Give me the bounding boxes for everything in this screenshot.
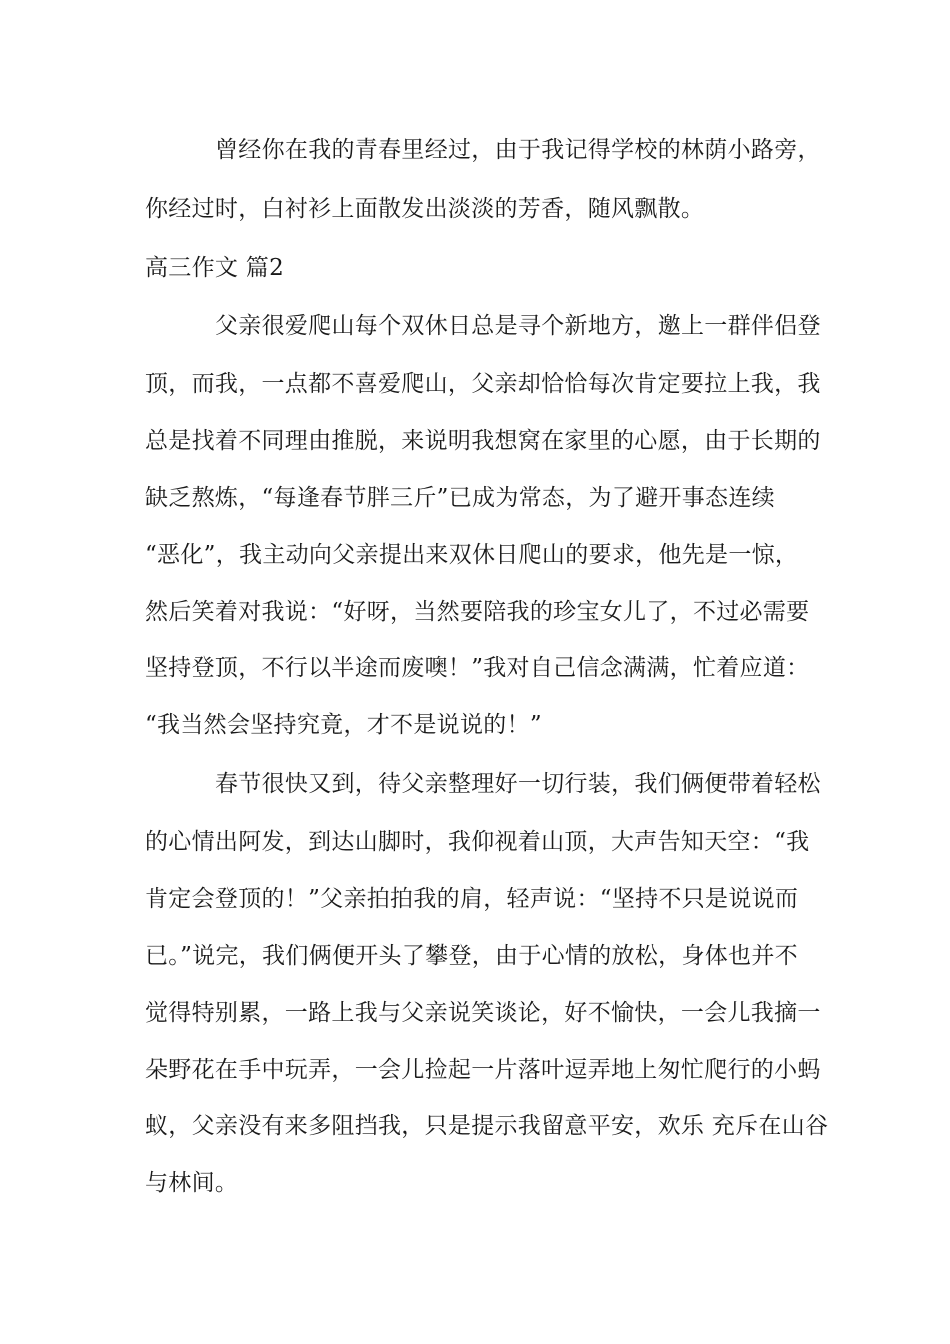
text-line: 你经过时，白衬衫上面散发出淡淡的芳香，随风飘散。 bbox=[145, 196, 705, 222]
text-line: 蚁，父亲没有来多阻挡我，只是提示我留意平安，欢乐 充斥在山谷 bbox=[145, 1113, 829, 1139]
text-line: 的心情出阿发，到达山脚时，我仰视着山顶，大声告知天空：“我 bbox=[145, 829, 810, 855]
text-line: 总是找着不同理由推脱，来说明我想窝在家里的心愿，由于长期的 bbox=[145, 428, 821, 454]
text-line: 肯定会登顶的！”父亲拍拍我的肩，轻声说：“坚持不只是说说而 bbox=[145, 886, 799, 912]
text-line: 春节很快又到，待父亲整理好一切行装，我们俩便带着轻松 bbox=[215, 771, 821, 797]
text-line: “我当然会坚持究竟，才不是说说的！” bbox=[145, 712, 542, 738]
text-line: 与林间。 bbox=[145, 1170, 239, 1196]
text-line: 顶，而我，一点都不喜爱爬山，父亲却恰恰每次肯定要拉上我，我 bbox=[145, 371, 821, 397]
text-line: 然后笑着对我说：“好呀，当然要陪我的珍宝女儿了，不过必需要 bbox=[145, 599, 810, 625]
text-line: 缺乏熬炼，“每逢春节胖三斤”已成为常态，为了避开事态连续 bbox=[145, 485, 775, 511]
text-line: “恶化”，我主动向父亲提出来双休日爬山的要求，他先是一惊， bbox=[145, 542, 799, 568]
text-line: 坚持登顶，不行以半途而废噢！”我对自己信念满满，忙着应道： bbox=[145, 655, 810, 681]
text-line: 已。”说完，我们俩便开头了攀登，由于心情的放松，身体也并不 bbox=[145, 943, 798, 969]
section-heading: 高三作文 篇2 bbox=[145, 255, 285, 281]
text-line: 觉得特别累，一路上我与父亲说笑谈论，好不愉快，一会儿我摘一 bbox=[145, 1000, 821, 1026]
text-line: 父亲很爱爬山每个双休日总是寻个新地方，邀上一群伴侣登 bbox=[215, 313, 821, 339]
text-line: 朵野花在手中玩弄，一会儿捡起一片落叶逗弄地上匆忙爬行的小蚂 bbox=[145, 1057, 821, 1083]
text-line: 曾经你在我的青春里经过，由于我记得学校的林荫小路旁， bbox=[215, 137, 821, 163]
